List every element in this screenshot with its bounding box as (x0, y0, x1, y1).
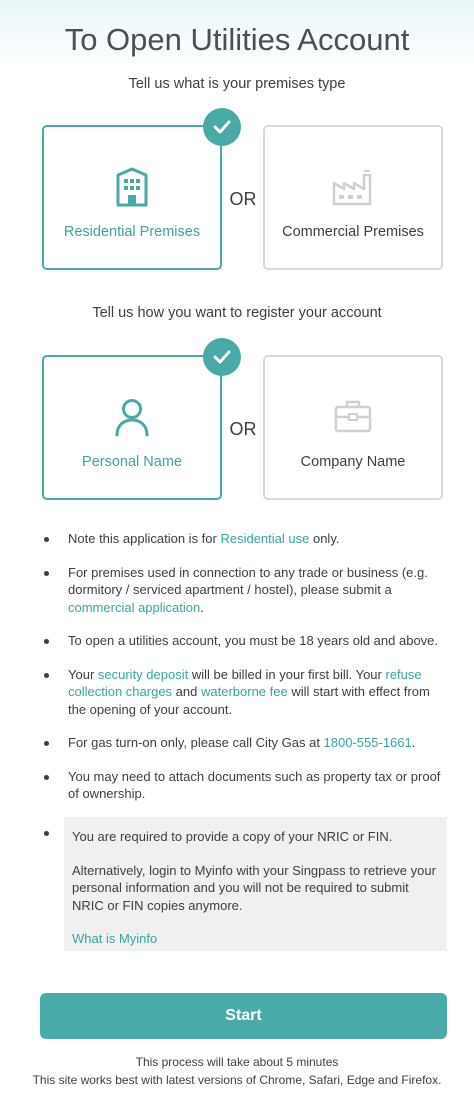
residential-use-link[interactable]: Residential use (220, 531, 310, 546)
notes-list (40, 530, 450, 819)
personal-name-card[interactable] (42, 355, 222, 500)
note-myinfo-bullet (44, 831, 49, 836)
person-icon (44, 397, 220, 439)
note-documents: You may need to attach documents such as property tax or proof of ownership. (40, 768, 450, 803)
browser-support-note: This site works best with latest versions of Chrome, Safari, Edge and Firefox. (32, 1073, 442, 1087)
residential-premises-label: Residential Premises (63, 224, 201, 240)
commercial-premises-label: Commercial Premises (282, 224, 424, 240)
company-name-card[interactable] (263, 355, 443, 500)
myinfo-info-box (64, 817, 447, 951)
company-name-label: Company Name (300, 454, 406, 470)
refuse-collection-charges-link[interactable]: refuse collection charges (68, 666, 422, 699)
note-charges: Your security deposit will be billed in your first bill. Your refuse collection charges and waterborne fee will start with effect from the opening of your account. (40, 666, 450, 719)
myinfo-alternative-text: Alternatively, login to Myinfo with your Singpass to retrieve your personal information and you will not be required to submit NRIC or FIN copies anymore. (72, 862, 436, 913)
duration-note: This process will take about 5 minutes (135, 1055, 339, 1069)
what-is-myinfo-link[interactable]: What is Myinfo (72, 931, 158, 946)
register-type-prompt: Tell us how you want to register your account (92, 305, 382, 321)
premises-or-label: OR (229, 189, 257, 209)
security-deposit-link[interactable]: security deposit (97, 666, 189, 682)
note-age-requirement: To open a utilities account, you must be 18 years old and above. (40, 632, 450, 650)
personal-selected-check-icon (203, 338, 241, 376)
note-commercial-application: For premises used in connection to any trade or business (e.g. dormitory / serviced apartment / hostel), please submit a commercial application. (40, 564, 450, 617)
waterborne-fee-link[interactable]: waterborne fee (200, 684, 288, 699)
note-residential-use: Note this application is for Residential use only. (40, 530, 450, 548)
personal-name-label: Personal Name (82, 454, 182, 470)
note-gas-turn-on: For gas turn-on only, please call City Gas at 1800-555-1661. (40, 734, 450, 752)
page-title: To Open Utilities Account (64, 22, 410, 57)
nric-requirement-text: You are required to provide a copy of your NRIC or FIN. (72, 829, 393, 844)
briefcase-icon (265, 397, 441, 439)
residential-selected-check-icon (203, 108, 241, 146)
building-icon (44, 167, 220, 209)
commercial-premises-card[interactable] (263, 125, 443, 270)
residential-premises-card[interactable] (42, 125, 222, 270)
city-gas-phone-link[interactable]: 1800-555-1661 (323, 735, 412, 750)
premises-type-prompt: Tell us what is your premises type (128, 76, 346, 92)
start-button[interactable]: Start (40, 993, 447, 1039)
factory-icon (265, 167, 441, 209)
commercial-application-link[interactable]: commercial application (68, 599, 201, 615)
register-or-label: OR (229, 419, 257, 439)
